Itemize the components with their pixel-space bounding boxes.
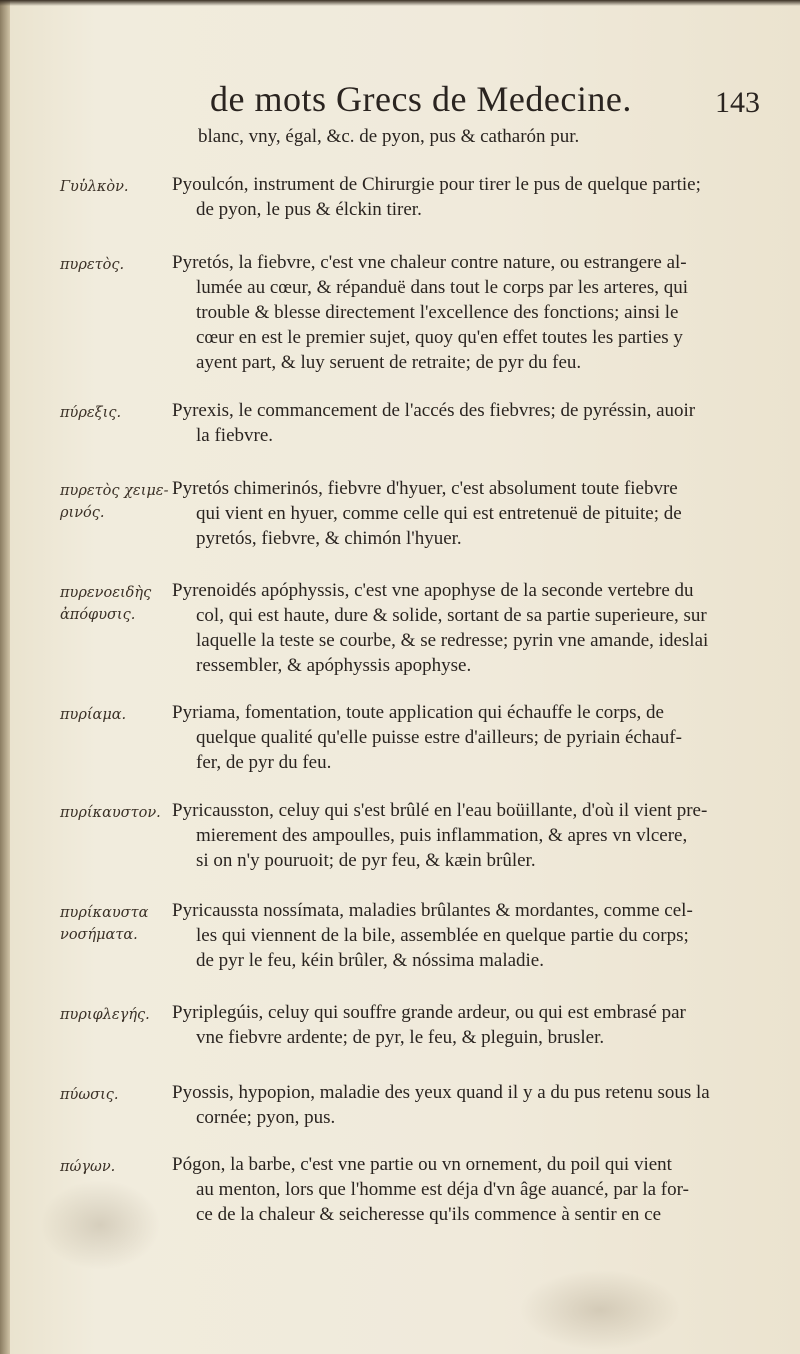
definition-line: Pyricaussta nossímata, maladies brûlantes & mordantes, comme cel- — [172, 900, 693, 921]
entry-definition — [172, 250, 770, 375]
greek-headword-line: ρινός. — [60, 505, 105, 521]
greek-headword-line: πύωσις. — [60, 1087, 119, 1103]
definition-line: col, qui est haute, dure & solide, sortant de sa partie superieure, sur — [196, 605, 707, 626]
greek-headword — [60, 254, 172, 276]
greek-headword — [60, 902, 172, 946]
definition-line: qui vient en hyuer, comme celle qui est entretenuë de pituite; de — [196, 503, 682, 524]
definition-line: Pyrexis, le commancement de l'accés des fiebvres; de pyréssin, auoir — [172, 400, 696, 421]
definition-line: de pyon, le pus & élckin tirer. — [196, 199, 422, 220]
entry-definition — [172, 172, 770, 222]
definition-line: cœur en est le premier sujet, quoy qu'en effet toutes les parties y — [196, 327, 683, 348]
entry-definition — [172, 1080, 770, 1130]
entry-definition — [172, 1000, 770, 1050]
definition-line: ce de la chaleur & seicheresse qu'ils commence à sentir en ce — [196, 1204, 662, 1225]
paper-stain — [40, 1180, 160, 1270]
greek-headword-line: πυρετὸς. — [60, 257, 125, 273]
definition-line: au menton, lors que l'homme est déja d'vn âge auancé, par la for- — [196, 1179, 689, 1200]
definition-line: Pyossis, hypopion, maladie des yeux quand il y a du pus retenu sous la — [172, 1082, 710, 1103]
page-gutter-shadow — [0, 0, 10, 1354]
greek-headword — [60, 1156, 172, 1178]
definition-line: vne fiebvre ardente; de pyr, le feu, & pleguin, brusler. — [196, 1027, 605, 1048]
greek-headword-line: ἀπόφυσις. — [60, 607, 136, 623]
definition-line: ressembler, & apóphyssis apophyse. — [196, 655, 472, 676]
greek-headword — [60, 480, 172, 524]
greek-headword-line: νοσήματα. — [60, 927, 138, 943]
definition-line: Pyoulcón, instrument de Chirurgie pour tirer le pus de quelque partie; — [172, 174, 701, 195]
greek-headword — [60, 802, 172, 824]
definition-line: la fiebvre. — [196, 425, 274, 446]
definition-line: pyretós, fiebvre, & chimón l'hyuer. — [196, 528, 462, 549]
greek-headword-line: πυρενοειδὴς — [60, 585, 152, 601]
entry-definition — [172, 578, 770, 678]
definition-line: si on n'y pouruoit; de pyr feu, & kæin brûler. — [196, 850, 536, 871]
definition-line: Pyrenoidés apóphyssis, c'est vne apophyse de la seconde vertebre du — [172, 580, 694, 601]
entry-definition — [172, 898, 770, 973]
definition-line: fer, de pyr du feu. — [196, 752, 332, 773]
definition-line: Pyretós chimerinós, fiebvre d'hyuer, c'est absolument toute fiebvre — [172, 478, 678, 499]
page-top-edge — [0, 0, 800, 6]
greek-headword-line: πυρετὸς χειμε- — [60, 483, 169, 499]
definition-line: quelque qualité qu'elle puisse estre d'ailleurs; de pyriain échauf- — [196, 727, 682, 748]
entry-definition — [172, 1152, 770, 1227]
definition-line: les qui viennent de la bile, assemblée en quelque partie du corps; — [196, 925, 689, 946]
greek-headword-line: πυρίκαυστον. — [60, 805, 161, 821]
carryover-line: blanc, vny, égal, &c. de pyon, pus & catharón pur. — [198, 126, 580, 147]
greek-headword-line: πυρίαμα. — [60, 707, 127, 723]
running-title: de mots Grecs de Medecine. — [210, 79, 632, 119]
definition-line: ayent part, & luy seruent de retraite; de pyr du feu. — [196, 352, 582, 373]
greek-headword — [60, 1084, 172, 1106]
greek-headword — [60, 402, 172, 424]
greek-headword-line: Γυὑλκὸν. — [60, 179, 129, 195]
entry-definition — [172, 398, 770, 448]
entry-definition — [172, 798, 770, 873]
definition-line: de pyr le feu, kéin brûler, & nóssima maladie. — [196, 950, 544, 971]
definition-line: Pyretós, la fiebvre, c'est vne chaleur contre nature, ou estrangere al- — [172, 252, 687, 273]
definition-line: Pyriama, fomentation, toute application qui échauffe le corps, de — [172, 702, 664, 723]
greek-headword-line: πυρίκαυστα — [60, 905, 149, 921]
greek-headword — [60, 704, 172, 726]
greek-headword — [60, 176, 172, 198]
running-head — [200, 78, 760, 130]
definition-line: laquelle la teste se courbe, & se redresse; pyrin vne amande, ideslai — [196, 630, 709, 651]
greek-headword-line: πώγων. — [60, 1159, 116, 1175]
definition-line: trouble & blesse directement l'excellence des fonctions; ainsi le — [196, 302, 679, 323]
definition-line: Pyricausston, celuy qui s'est brûlé en l'eau boüillante, d'où il vient pre- — [172, 800, 708, 821]
entry-definition — [172, 476, 770, 551]
definition-line: Pyriplegúis, celuy qui souffre grande ardeur, ou qui est embrasé par — [172, 1002, 686, 1023]
entry-definition — [172, 700, 770, 775]
paper-stain — [520, 1270, 680, 1350]
page-number: 143 — [715, 86, 760, 119]
definition-line: cornée; pyon, pus. — [196, 1107, 336, 1128]
greek-headword-line: πύρεξις. — [60, 405, 122, 421]
definition-line: Pógon, la barbe, c'est vne partie ou vn ornement, du poil qui vient — [172, 1154, 672, 1175]
greek-headword — [60, 582, 172, 626]
greek-headword-line: πυριφλεγής. — [60, 1007, 150, 1023]
greek-headword — [60, 1004, 172, 1026]
definition-line: mierement des ampoulles, puis inflammation, & apres vn vlcere, — [196, 825, 688, 846]
definition-line: lumée au cœur, & répanduë dans tout le corps par les arteres, qui — [196, 277, 689, 298]
